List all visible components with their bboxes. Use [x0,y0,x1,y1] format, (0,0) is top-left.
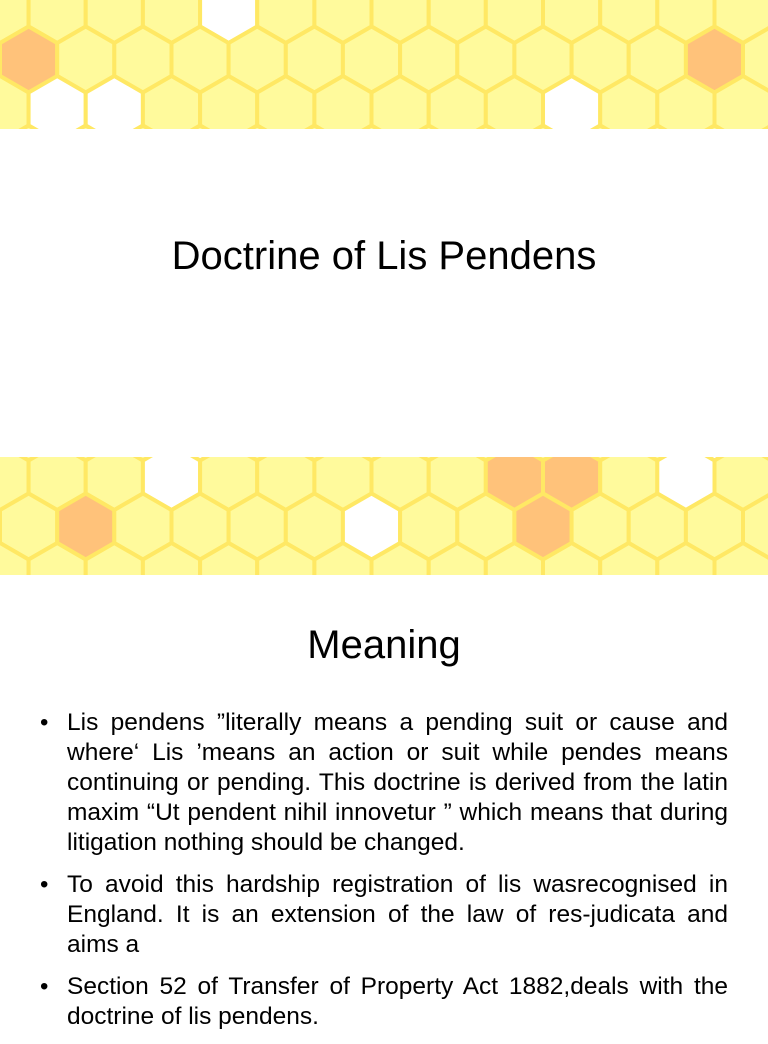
bullet-text: Lis pendens ”literally means a pending suit or cause and where‘ Lis ’means an action or suit while pendes means continuing or pending. This doctrine is derived from the latin maxim “Ut pendent nihil innovetur ” which means that during litigation nothing should be changed. [67,709,728,856]
honeycomb-banner-top [0,0,768,129]
slide-title: Doctrine of Lis Pendens [0,234,768,279]
bullet-icon: • [40,870,48,900]
bullet-item [40,972,728,1032]
bullet-text: To avoid this hardship registration of lis wasrecognised in England. It is an extension of the law of res-judicata and aims a [67,871,728,958]
bullet-list [40,708,728,1044]
honeycomb-pattern [0,457,768,575]
bullet-icon: • [40,708,48,738]
honeycomb-banner [0,457,768,575]
honeycomb-pattern [0,0,768,129]
bullet-item [40,870,728,960]
bullet-text: Section 52 of Transfer of Property Act 1882,deals with the doctrine of lis pendens. [67,973,728,1030]
bullet-item [40,708,728,858]
bullet-icon: • [40,972,48,1002]
section-heading: Meaning [0,623,768,668]
